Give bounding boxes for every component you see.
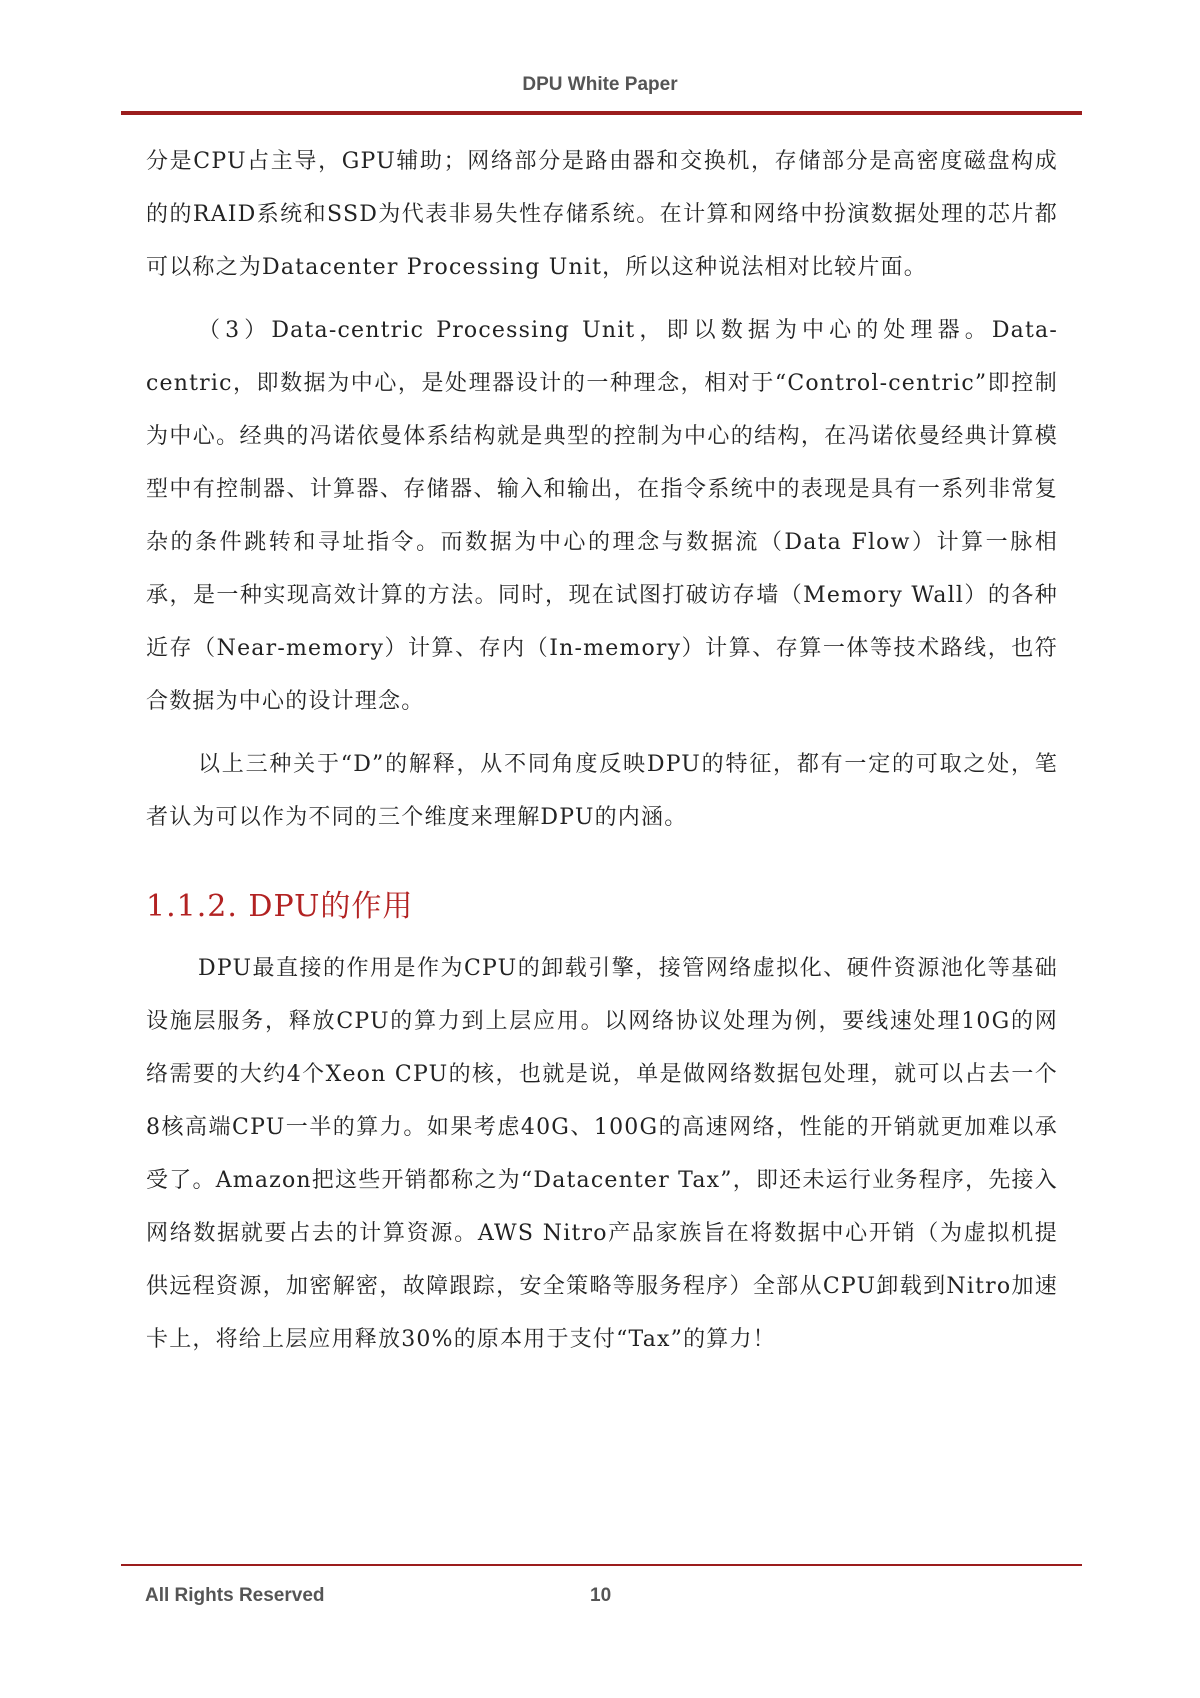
footer-divider <box>121 1564 1082 1566</box>
running-header-title: DPU White Paper <box>522 74 678 95</box>
body-paragraph-2: （3）Data-centric Processing Unit，即以数据为中心的处理器。Data-centric，即数据为中心，是处理器设计的一种理念，相对于“Control-centric”即控制为中心。经典的冯诺依曼体系结构就是典型的控制为中心的结构，在冯诺依曼经典计算模型中有控制器、计算器、存储器、输入和输出，在指令系统中的表现是具有一系列非常复杂的条件跳转和寻址指令。而数据为中心的理念与数据流（Data Flow）计算一脉相承，是一种实现高效计算的方法。同时，现在试图打破访存墙（Memory Wall）的各种近存（Near-memory）计算、存内（In-memory）计算、存算一体等技术路线，也符合数据为中心的设计理念。 <box>146 318 1058 714</box>
page-number: 10 <box>590 1585 612 1606</box>
page-body <box>146 135 1058 1366</box>
footer-rights: All Rights Reserved <box>145 1585 325 1606</box>
section-heading: 1.1.2. DPU的作用 <box>146 889 414 924</box>
body-paragraph-4: DPU最直接的作用是作为CPU的卸载引擎，接管网络虚拟化、硬件资源池化等基础设施层服务，释放CPU的算力到上层应用。以网络协议处理为例，要线速处理10G的网络需要的大约4个Xeon CPU的核，也就是说，单是做网络数据包处理，就可以占去一个8核高端CPU一半的算力。如果考虑40G、100G的高速网络，性能的开销就更加难以承受了。Amazon把这些开销都称之为“Datacenter Tax”，即还未运行业务程序，先接入网络数据就要占去的计算资源。AWS Nitro产品家族旨在将数据中心开销（为虚拟机提供远程资源，加密解密，故障跟踪，安全策略等服务程序）全部从CPU卸载到Nitro加速卡上，将给上层应用释放30%的原本用于支付“Tax”的算力！ <box>146 956 1058 1352</box>
body-paragraph-1: 分是CPU占主导，GPU辅助；网络部分是路由器和交换机，存储部分是高密度磁盘构成的的RAID系统和SSD为代表非易失性存储系统。在计算和网络中扮演数据处理的芯片都可以称之为Datacenter Processing Unit，所以这种说法相对比较片面。 <box>146 149 1058 280</box>
header-divider <box>121 111 1082 115</box>
body-paragraph-3: 以上三种关于“D”的解释，从不同角度反映DPU的特征，都有一定的可取之处，笔者认为可以作为不同的三个维度来理解DPU的内涵。 <box>146 752 1058 830</box>
